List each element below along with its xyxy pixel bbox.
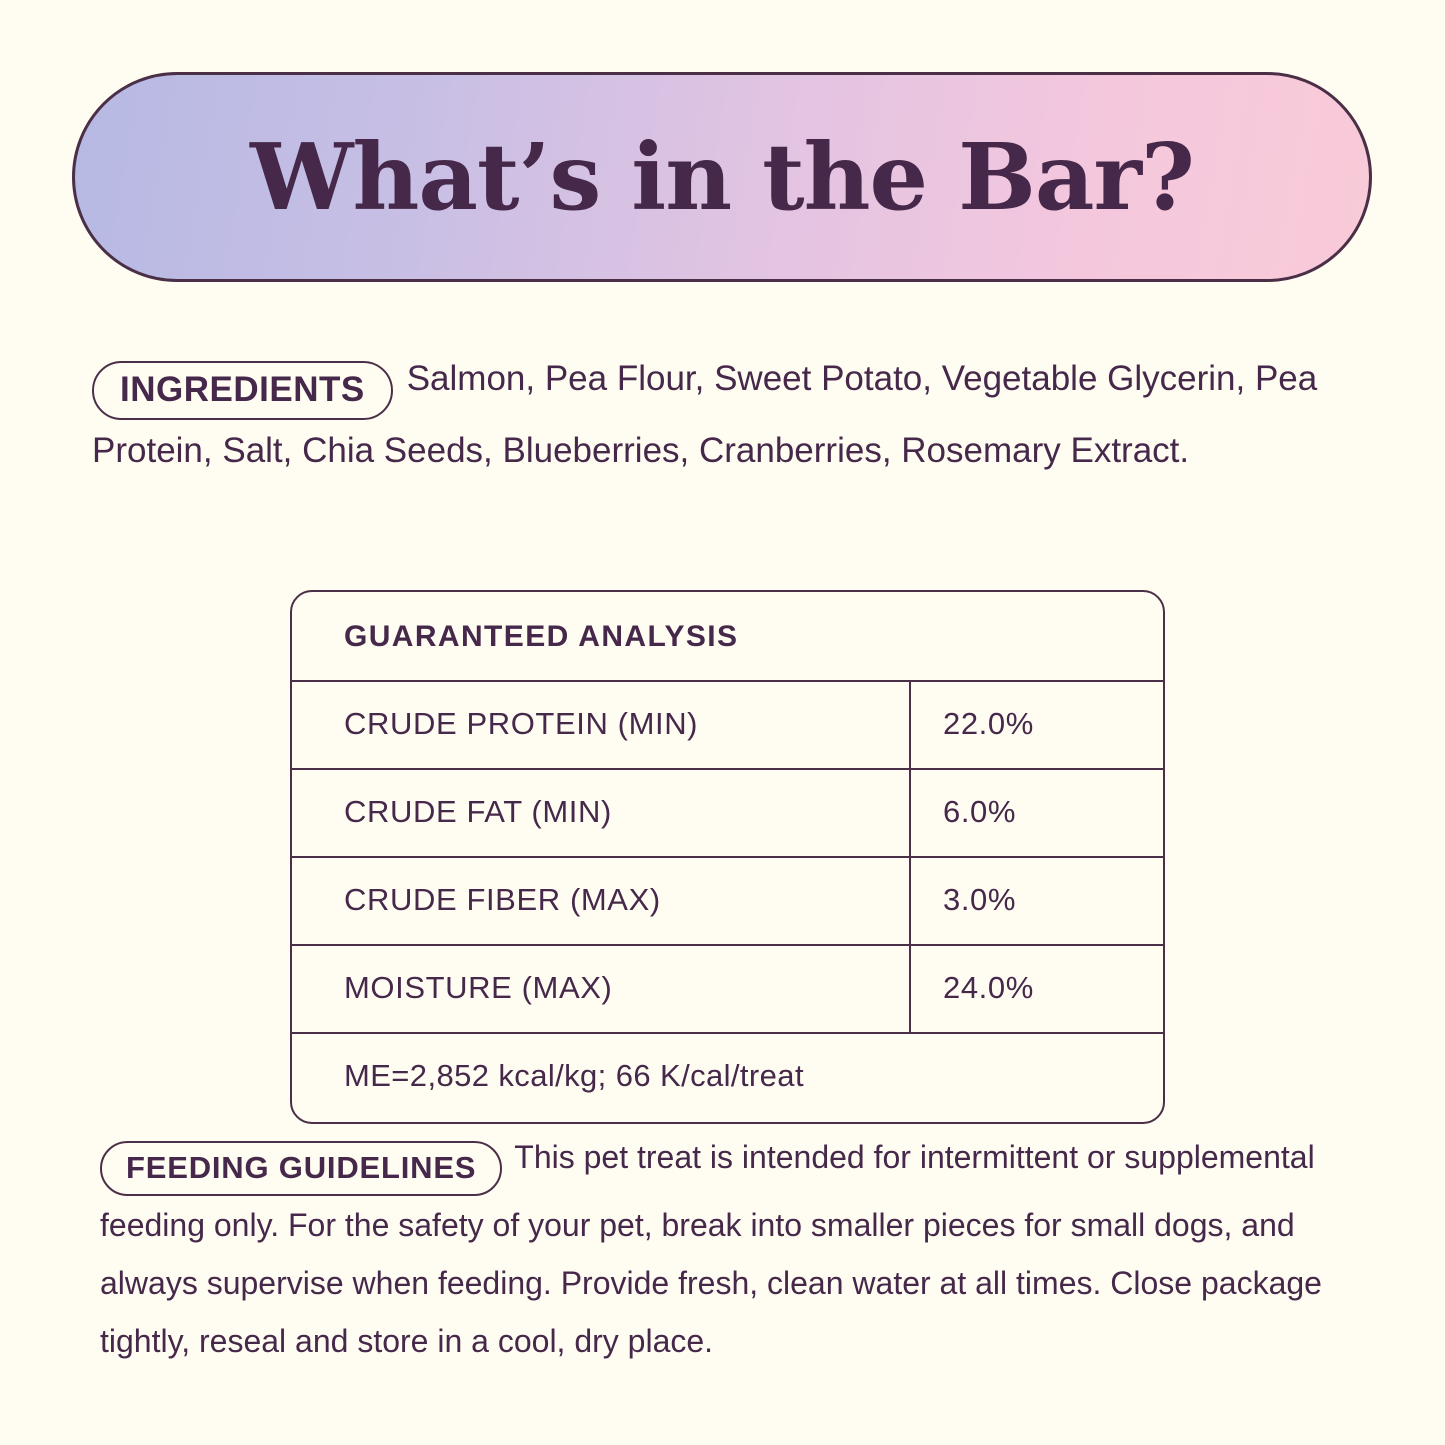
feeding-guidelines-section: [100, 1128, 1365, 1370]
analysis-title: GUARANTEED ANALYSIS: [344, 620, 739, 653]
analysis-row-value: 24.0%: [910, 945, 1163, 1032]
title-banner: [72, 72, 1372, 282]
table-row: [292, 857, 1163, 945]
analysis-table: [292, 680, 1163, 1032]
ingredients-text: Salmon, Pea Flour, Sweet Potato, Vegetable Glycerin, Pea Protein, Salt, Chia Seeds, Blueberries, Cranberries, Rosemary Extract.: [92, 359, 1318, 470]
analysis-row-name: CRUDE FAT (MIN): [344, 794, 612, 829]
guaranteed-analysis-card: [290, 590, 1165, 1124]
page-title: What’s in the Bar?: [250, 123, 1194, 231]
analysis-row-value: 3.0%: [910, 857, 1163, 945]
analysis-row-name: CRUDE PROTEIN (MIN): [344, 706, 699, 741]
analysis-row-name: MOISTURE (MAX): [344, 970, 613, 1005]
feeding-guidelines-label: FEEDING GUIDELINES: [100, 1141, 502, 1196]
analysis-footer: ME=2,852 kcal/kg; 66 K/cal/treat: [292, 1032, 1163, 1122]
analysis-row-value: 22.0%: [910, 681, 1163, 769]
ingredients-label: INGREDIENTS: [92, 361, 393, 420]
ingredients-section: [92, 348, 1364, 482]
table-row: [292, 769, 1163, 857]
analysis-row-name: CRUDE FIBER (MAX): [344, 882, 661, 917]
table-row: [292, 681, 1163, 769]
analysis-row-value: 6.0%: [910, 769, 1163, 857]
table-row: [292, 945, 1163, 1032]
feeding-guidelines-text: This pet treat is intended for intermittent or supplemental feeding only. For the safety of your pet, break into smaller pieces for small dogs, and always supervise when feeding. Provide fresh, clean water at all times. Close package tightly, reseal and store in a cool, dry place.: [100, 1139, 1322, 1359]
